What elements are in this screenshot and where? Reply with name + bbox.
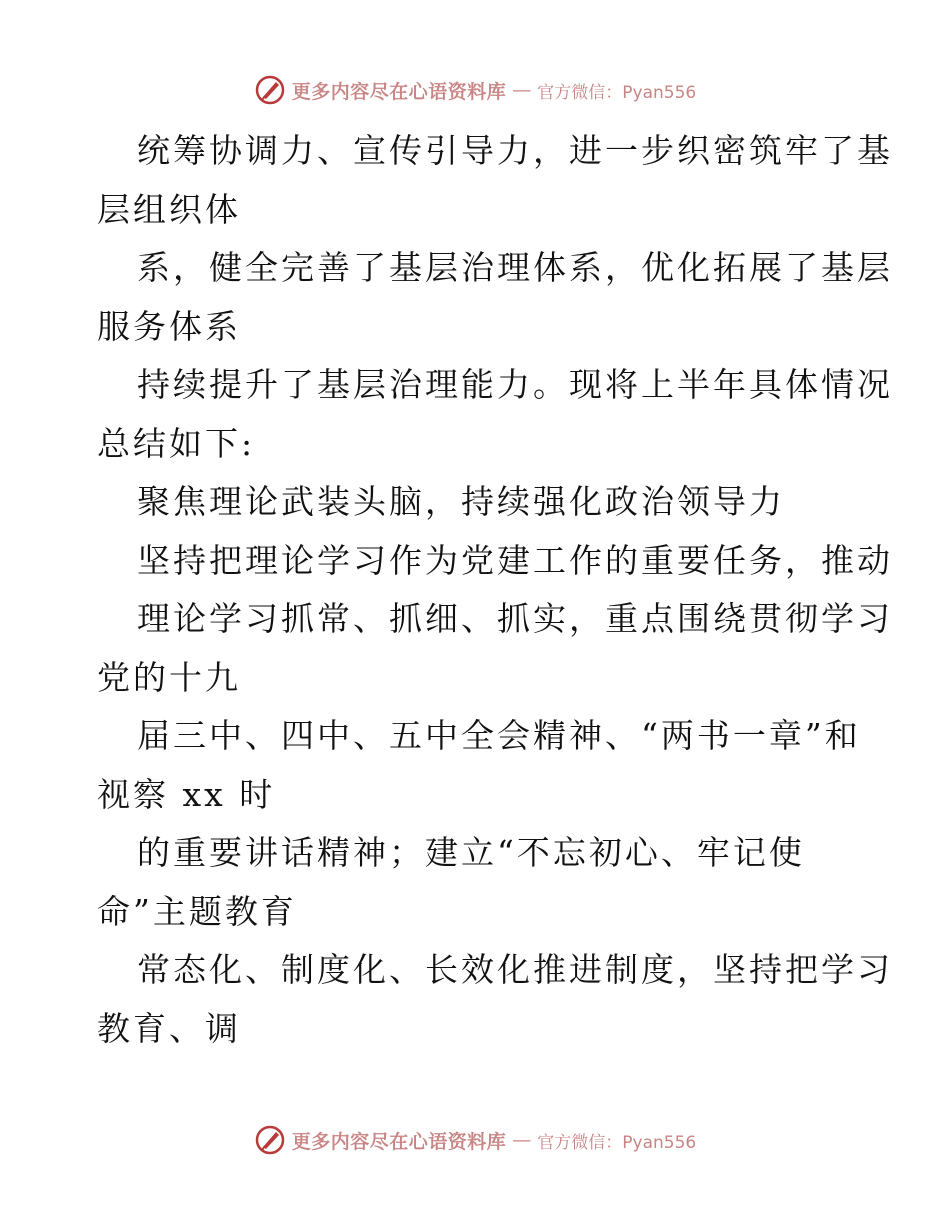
header-banner-sub-text: 官方微信：Pyan556 (537, 82, 697, 103)
footer-banner-main-text: 更多内容尽在心语资料库 (291, 1130, 507, 1153)
text-line: 坚持把理论学习作为党建工作的重要任务，推动 (137, 540, 893, 580)
text-line: 常态化、制度化、长效化推进制度，坚持把学习 (137, 950, 893, 989)
text-line: 理论学习抓常、抓细、抓实，重点围绕贯彻学习 (137, 599, 893, 638)
text-line: 总结如下: (97, 423, 256, 463)
text-line: 系，健全完善了基层治理体系，优化拓展了基层 (137, 248, 893, 287)
footer-banner-sub-text: 官方微信：Pyan556 (537, 1132, 697, 1153)
text-line: 统筹协调力、宣传引导力，进一步织密筑牢了基 (137, 131, 893, 170)
text-line: 的重要讲话精神；建立“不忘初心、牢记使 (137, 833, 805, 872)
text-line: 命”主题教育 (97, 891, 297, 931)
text-line: 持续提升了基层治理能力。现将上半年具体情况 (137, 365, 893, 404)
header-banner-dash: — (512, 79, 532, 101)
text-line: 教育、调 (97, 1008, 241, 1048)
header-banner (0, 70, 950, 110)
text-line: 聚焦理论武装头脑，持续强化政治领导力 (137, 482, 785, 521)
text-line: 层组织体 (97, 189, 241, 229)
text-line: 党的十九 (97, 657, 241, 697)
text-line: 服务体系 (97, 306, 241, 346)
footer-banner (0, 1120, 950, 1160)
quill-logo-icon (254, 1124, 286, 1156)
quill-logo-icon (254, 74, 286, 106)
text-line: 视察 xx 时 (97, 774, 276, 814)
footer-banner-dash: — (512, 1129, 532, 1151)
text-line: 届三中、四中、五中全会精神、“两书一章”和 (137, 716, 861, 755)
header-banner-main-text: 更多内容尽在心语资料库 (291, 80, 507, 103)
document-body (97, 122, 893, 1058)
